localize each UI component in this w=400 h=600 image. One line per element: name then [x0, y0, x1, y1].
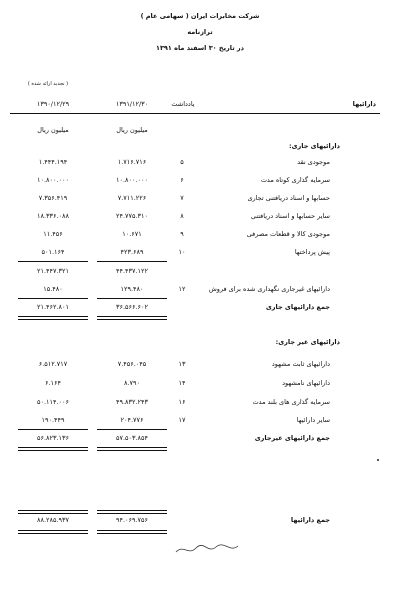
total-line-current — [97, 298, 167, 299]
subtotal-line-prior — [18, 261, 88, 262]
nc-total-line-current — [97, 429, 167, 430]
nc-total-line-prior — [18, 429, 88, 430]
notes-column-header: یادداشت — [171, 100, 195, 108]
grand-total-top-line-prior — [18, 510, 88, 514]
total-line-prior — [18, 298, 88, 299]
prior-unit-label: میلیون ریال — [37, 126, 69, 134]
header-underline — [10, 113, 380, 114]
signature-scribble — [172, 542, 242, 558]
grand-total-current: ۹۴.۰۶۹.۷۵۶ — [115, 516, 149, 524]
current-subtotal-prior: ۲۱.۴۴۷.۳۲۱ — [36, 267, 70, 275]
nc-double-line-prior — [18, 447, 88, 451]
current-year-date: ۱۳۹۱/۱۲/۳۰ — [115, 100, 149, 108]
restated-note: ( تجدید ارائه شده ) — [27, 81, 69, 87]
grand-total-bottom-line-current — [97, 530, 167, 534]
grand-total-top-line-current — [97, 510, 167, 514]
total-double-line-prior — [18, 316, 88, 320]
grand-total-prior: ۸۸.۲۸۵.۹۳۷ — [36, 516, 70, 524]
grand-total-bottom-line-prior — [18, 530, 88, 534]
company-name: شرکت مخابرات ایران ( سهامی عام ) — [140, 12, 260, 20]
noncurrent-assets-heading: دارائیهای غیر جاری: — [275, 338, 340, 346]
grand-total-label: جمع دارائیها — [290, 516, 330, 524]
current-subtotal-current: ۴۴.۴۳۷.۱۲۲ — [115, 267, 149, 275]
total-double-line-current — [97, 316, 167, 320]
statement-title: ترازنامه — [187, 28, 213, 36]
subtotal-line-current — [97, 261, 167, 262]
current-unit-label: میلیون ریال — [116, 126, 148, 134]
current-assets-heading: دارائیهای جاری: — [288, 142, 340, 150]
prior-year-date: ۱۳۹۰/۱۲/۲۹ — [36, 100, 70, 108]
assets-column-header: دارائیها — [352, 100, 376, 108]
scan-speck — [377, 459, 379, 461]
statement-date: در تاریخ ۳۰ اسفند ماه ۱۳۹۱ — [156, 44, 244, 52]
nc-double-line-current — [97, 447, 167, 451]
